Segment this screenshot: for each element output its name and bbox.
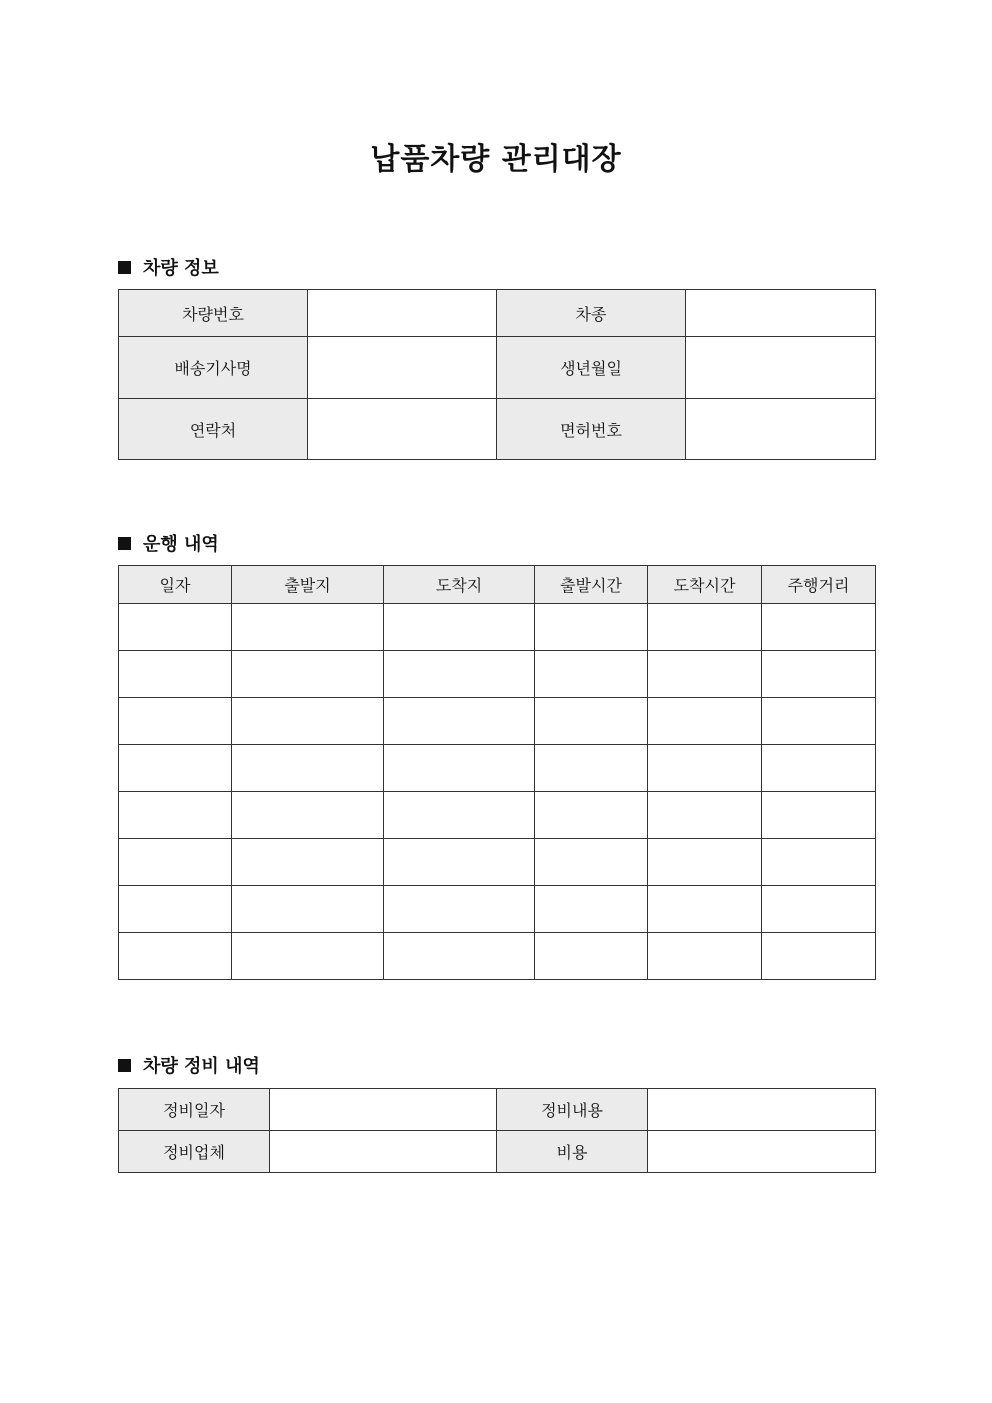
operation-cell[interactable]: [535, 792, 648, 839]
table-row: [119, 886, 876, 933]
vehicle-number-field[interactable]: [308, 290, 497, 337]
operation-cell[interactable]: [648, 933, 762, 980]
operation-cell[interactable]: [384, 886, 535, 933]
license-number-field[interactable]: [686, 399, 876, 460]
operation-cell[interactable]: [648, 839, 762, 886]
operation-cell[interactable]: [232, 698, 384, 745]
operation-cell[interactable]: [762, 604, 876, 651]
label-cell: 면허번호: [497, 399, 686, 460]
operation-cell[interactable]: [119, 792, 232, 839]
maintenance-date-field[interactable]: [270, 1089, 497, 1131]
operation-cell[interactable]: [384, 698, 535, 745]
label-cell: 정비일자: [119, 1089, 270, 1131]
label-cell: 차종: [497, 290, 686, 337]
operation-cell[interactable]: [535, 933, 648, 980]
operation-cell[interactable]: [119, 651, 232, 698]
section-heading-text: 차량 정보: [143, 258, 219, 279]
operation-cell[interactable]: [535, 745, 648, 792]
table-row: [119, 399, 876, 460]
operation-cell[interactable]: [535, 839, 648, 886]
operation-cell[interactable]: [648, 651, 762, 698]
column-header: 일자: [119, 566, 232, 604]
maintenance-cost-field[interactable]: [648, 1131, 876, 1173]
operation-cell[interactable]: [762, 933, 876, 980]
maintenance-content-field[interactable]: [648, 1089, 876, 1131]
operation-cell[interactable]: [384, 839, 535, 886]
square-bullet-icon: [118, 261, 131, 274]
operation-cell[interactable]: [535, 604, 648, 651]
operation-cell[interactable]: [535, 886, 648, 933]
table-row: [119, 792, 876, 839]
operation-cell[interactable]: [119, 886, 232, 933]
operation-cell[interactable]: [384, 745, 535, 792]
section-heading-text: 운행 내역: [143, 534, 219, 555]
operation-cell[interactable]: [384, 651, 535, 698]
table-row: [119, 651, 876, 698]
operation-cell[interactable]: [119, 839, 232, 886]
operation-cell[interactable]: [119, 933, 232, 980]
page-title: 납품차량 관리대장: [370, 142, 622, 177]
operation-cell[interactable]: [648, 792, 762, 839]
table-header-row: [119, 566, 876, 604]
label-cell: 생년월일: [497, 337, 686, 399]
operation-cell[interactable]: [648, 886, 762, 933]
maintenance-table: [118, 1088, 876, 1173]
operation-cell[interactable]: [648, 745, 762, 792]
operation-cell[interactable]: [762, 651, 876, 698]
column-header: 도착시간: [648, 566, 762, 604]
contact-field[interactable]: [308, 399, 497, 460]
label-cell: 정비내용: [497, 1089, 648, 1131]
column-header: 도착지: [384, 566, 535, 604]
column-header: 주행거리: [762, 566, 876, 604]
table-row: [119, 1131, 876, 1173]
operation-cell[interactable]: [535, 651, 648, 698]
square-bullet-icon: [118, 537, 131, 550]
operation-cell[interactable]: [762, 745, 876, 792]
operation-cell[interactable]: [762, 792, 876, 839]
table-row: [119, 698, 876, 745]
table-row: [119, 290, 876, 337]
label-cell: 비용: [497, 1131, 648, 1173]
column-header: 출발시간: [535, 566, 648, 604]
square-bullet-icon: [118, 1059, 131, 1072]
table-row: [119, 933, 876, 980]
operation-table: [118, 565, 876, 980]
table-row: [119, 745, 876, 792]
section-operation-heading: [118, 530, 219, 556]
operation-cell[interactable]: [119, 698, 232, 745]
operation-cell[interactable]: [232, 604, 384, 651]
column-header: 출발지: [232, 566, 384, 604]
vehicle-info-table: [118, 289, 876, 460]
label-cell: 배송기사명: [119, 337, 308, 399]
section-heading-text: 차량 정비 내역: [143, 1056, 260, 1077]
operation-cell[interactable]: [232, 886, 384, 933]
table-row: [119, 1089, 876, 1131]
label-cell: 차량번호: [119, 290, 308, 337]
birthdate-field[interactable]: [686, 337, 876, 399]
operation-cell[interactable]: [762, 886, 876, 933]
operation-cell[interactable]: [762, 698, 876, 745]
operation-cell[interactable]: [535, 698, 648, 745]
operation-cell[interactable]: [384, 792, 535, 839]
operation-cell[interactable]: [384, 604, 535, 651]
operation-cell[interactable]: [232, 651, 384, 698]
label-cell: 연락처: [119, 399, 308, 460]
operation-cell[interactable]: [232, 792, 384, 839]
table-row: [119, 604, 876, 651]
driver-name-field[interactable]: [308, 337, 497, 399]
operation-cell[interactable]: [232, 933, 384, 980]
table-row: [119, 337, 876, 399]
operation-cell[interactable]: [384, 933, 535, 980]
vehicle-type-field[interactable]: [686, 290, 876, 337]
maintenance-company-field[interactable]: [270, 1131, 497, 1173]
operation-cell[interactable]: [119, 604, 232, 651]
operation-cell[interactable]: [648, 698, 762, 745]
section-maintenance-heading: [118, 1052, 260, 1078]
operation-cell[interactable]: [232, 745, 384, 792]
label-cell: 정비업체: [119, 1131, 270, 1173]
operation-cell[interactable]: [119, 745, 232, 792]
table-row: [119, 839, 876, 886]
section-vehicle-info-heading: [118, 254, 219, 280]
operation-cell[interactable]: [232, 839, 384, 886]
operation-cell[interactable]: [762, 839, 876, 886]
operation-cell[interactable]: [648, 604, 762, 651]
